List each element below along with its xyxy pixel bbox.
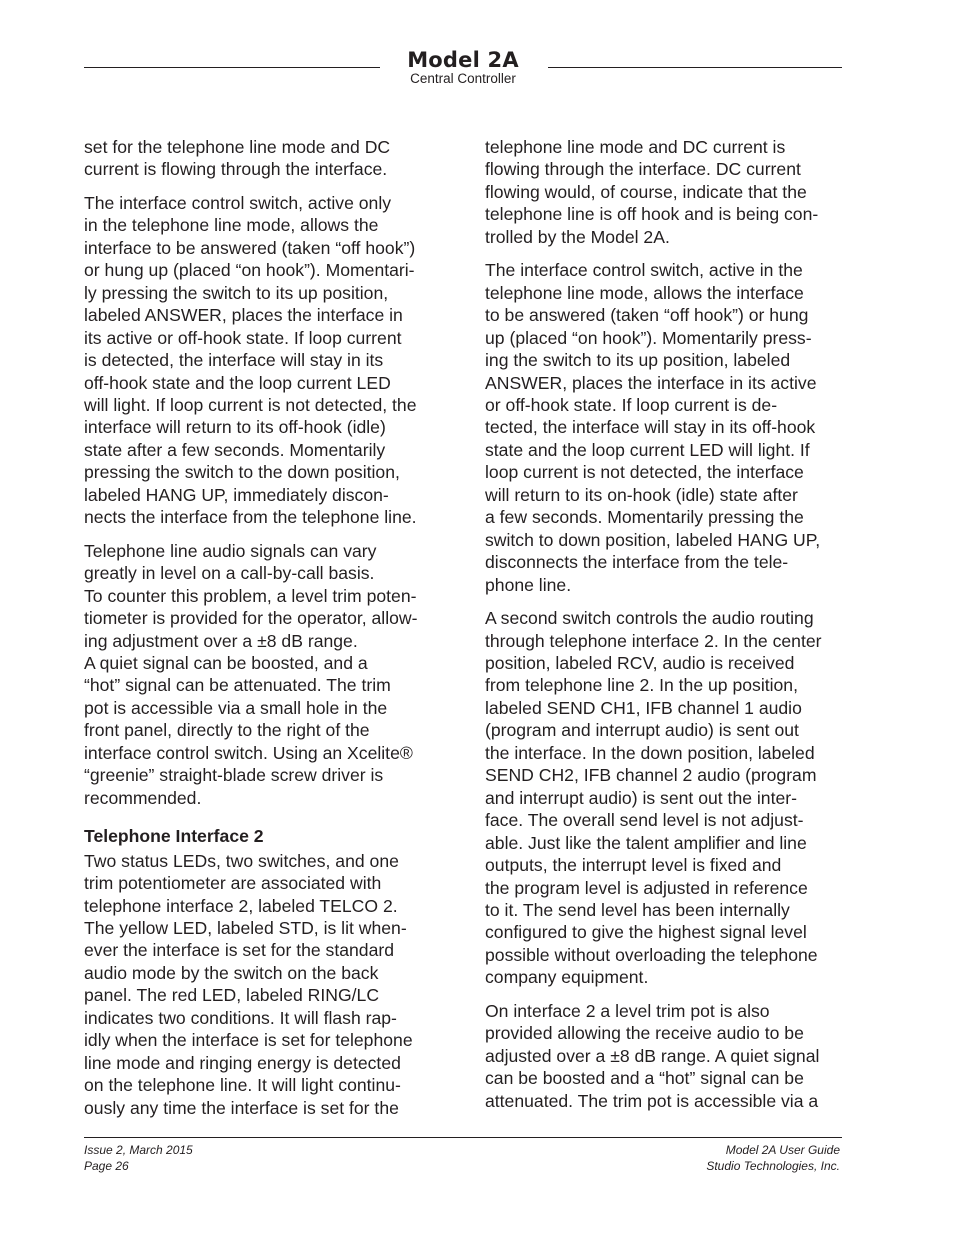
text-line: will light. If loop current is not detected, the	[84, 394, 417, 415]
left-paragraph-4	[84, 850, 440, 1119]
footer-left	[84, 1143, 193, 1174]
text-line: recommended.	[84, 787, 202, 808]
text-line: ever the interface is set for the standard	[84, 940, 395, 961]
text-line: can be boosted and a “hot” signal can be	[485, 1068, 804, 1089]
text-line: ing the switch to its up position, labeled	[485, 350, 791, 371]
text-line: “greenie” straight-blade screw driver is	[84, 765, 384, 786]
text-line: idly when the interface is set for telephone	[84, 1030, 413, 1051]
text-line: phone line.	[485, 574, 572, 595]
text-line: ing adjustment over a ±8 dB range.	[84, 630, 358, 651]
text-line: will return to its on-hook (idle) state after	[485, 484, 798, 505]
text-line: or off-hook state. If loop current is de-	[485, 394, 778, 415]
text-line: switch to down position, labeled HANG UP,	[485, 529, 821, 550]
text-line: ANSWER, places the interface in its active	[485, 372, 817, 393]
text-line: interface control switch. Using an Xcelite®	[84, 742, 413, 763]
footer-guide-title: Model 2A User Guide	[725, 1143, 840, 1157]
footer-issue: Issue 2, March 2015	[84, 1143, 193, 1157]
text-line: On interface 2 a level trim pot is also	[485, 1000, 770, 1021]
text-line: labeled HANG UP, immediately discon-	[84, 484, 389, 505]
text-line: To counter this problem, a level trim poten-	[84, 585, 417, 606]
footer-company: Studio Technologies, Inc.	[706, 1158, 840, 1173]
text-line: off-hook state and the loop current LED	[84, 372, 391, 393]
text-line: provided allowing the receive audio to be	[485, 1023, 804, 1044]
text-line: tected, the interface will stay in its off-hook	[485, 417, 816, 438]
text-line: ly pressing the switch to its up position,	[84, 282, 389, 303]
header-title: Model 2A	[407, 48, 519, 72]
text-line: SEND CH2, IFB channel 2 audio (program	[485, 765, 817, 786]
text-line: flowing would, of course, indicate that the	[485, 181, 807, 202]
text-line: state after a few seconds. Momentarily	[84, 439, 386, 460]
right-paragraph-3	[485, 607, 841, 989]
text-line: and interrupt audio) is sent out the inter-	[485, 787, 797, 808]
footer-rule	[84, 1137, 842, 1138]
text-line: from telephone line 2. In the up position,	[485, 675, 798, 696]
text-line: flowing through the interface. DC current	[485, 159, 801, 180]
text-line: to it. The send level has been internally	[485, 899, 790, 920]
text-line: company equipment.	[485, 967, 649, 988]
section-heading: Telephone Interface 2	[84, 826, 264, 847]
text-line: possible without overloading the telephone	[485, 944, 818, 965]
text-line: the program level is adjusted in reference	[485, 877, 808, 898]
text-line: greatly in level on a call-by-call basis.	[84, 563, 375, 584]
text-line: telephone line mode, allows the interface	[485, 282, 804, 303]
footer-page-number: Page 26	[84, 1158, 129, 1173]
text-line: ously any time the interface is set for the	[84, 1097, 399, 1118]
text-line: adjusted over a ±8 dB range. A quiet signal	[485, 1045, 820, 1066]
header-subtitle: Central Controller	[410, 71, 516, 86]
text-line: labeled ANSWER, places the interface in	[84, 305, 403, 326]
text-line: audio mode by the switch on the back	[84, 962, 379, 983]
text-line: state and the loop current LED will light. If	[485, 439, 810, 460]
text-line: nects the interface from the telephone line.	[84, 507, 417, 528]
right-column	[485, 136, 841, 1123]
text-line: The yellow LED, labeled STD, is lit when-	[84, 917, 407, 938]
text-line: trim potentiometer are associated with	[84, 873, 382, 894]
footer-right	[706, 1143, 840, 1174]
text-line: loop current is not detected, the interface	[485, 462, 804, 483]
text-line: is detected, the interface will stay in its	[84, 350, 384, 371]
text-line: its active or off-hook state. If loop current	[84, 327, 402, 348]
left-column	[84, 136, 440, 1130]
text-line: panel. The red LED, labeled RING/LC	[84, 985, 380, 1006]
text-line: in the telephone line mode, allows the	[84, 215, 379, 236]
text-line: (program and interrupt audio) is sent out	[485, 720, 799, 741]
right-paragraph-2	[485, 259, 841, 596]
text-line: or hung up (placed “on hook”). Momentari-	[84, 260, 415, 281]
text-line: the interface. In the down position, labeled	[485, 742, 815, 763]
text-line: set for the telephone line mode and DC	[84, 137, 391, 157]
left-paragraph-1	[84, 136, 440, 181]
right-paragraph-4	[485, 1000, 841, 1112]
text-line: line mode and ringing energy is detected	[84, 1052, 401, 1073]
text-line: Telephone line audio signals can vary	[84, 540, 377, 561]
text-line: Two status LEDs, two switches, and one	[84, 850, 399, 871]
text-line: on the telephone line. It will light continu-	[84, 1075, 401, 1096]
text-line: interface to be answered (taken “off hook”)	[84, 237, 416, 258]
text-line: current is flowing through the interface.	[84, 159, 388, 180]
text-line: disconnects the interface from the tele-	[485, 552, 789, 573]
text-line: through telephone interface 2. In the center	[485, 630, 822, 651]
text-line: A quiet signal can be boosted, and a	[84, 652, 368, 673]
text-line: telephone line is off hook and is being con-	[485, 204, 819, 225]
header-rule-left	[84, 67, 380, 68]
text-line: outputs, the interrupt level is fixed and	[485, 855, 782, 876]
text-line: attenuated. The trim pot is accessible via a	[485, 1090, 819, 1111]
text-line: telephone interface 2, labeled TELCO 2.	[84, 895, 398, 916]
text-line: interface will return to its off-hook (idle)	[84, 417, 386, 438]
text-line: telephone line mode and DC current is	[485, 137, 786, 157]
text-line: a few seconds. Momentarily pressing the	[485, 507, 804, 528]
text-line: front panel, directly to the right of the	[84, 720, 370, 741]
text-line: pot is accessible via a small hole in the	[84, 697, 388, 718]
header-rule-right	[548, 67, 842, 68]
text-line: pressing the switch to the down position,	[84, 462, 400, 483]
text-line: labeled SEND CH1, IFB channel 1 audio	[485, 697, 802, 718]
text-line: configured to give the highest signal level	[485, 922, 807, 943]
text-line: The interface control switch, active in the	[485, 260, 803, 281]
text-line: up (placed “on hook”). Momentarily press-	[485, 327, 812, 348]
right-paragraph-1	[485, 136, 841, 248]
text-line: to be answered (taken “off hook”) or hung	[485, 305, 809, 326]
text-line: “hot” signal can be attenuated. The trim	[84, 675, 391, 696]
text-line: indicates two conditions. It will flash rap-	[84, 1007, 397, 1028]
left-paragraph-3	[84, 540, 440, 809]
text-line: The interface control switch, active only	[84, 192, 392, 213]
left-paragraph-2	[84, 192, 440, 529]
text-line: position, labeled RCV, audio is received	[485, 652, 795, 673]
text-line: able. Just like the talent amplifier and line	[485, 832, 807, 853]
text-line: A second switch controls the audio routing	[485, 608, 814, 629]
text-line: tiometer is provided for the operator, allow-	[84, 608, 418, 629]
text-line: trolled by the Model 2A.	[485, 226, 670, 247]
text-line: face. The overall send level is not adjust-	[485, 810, 804, 831]
